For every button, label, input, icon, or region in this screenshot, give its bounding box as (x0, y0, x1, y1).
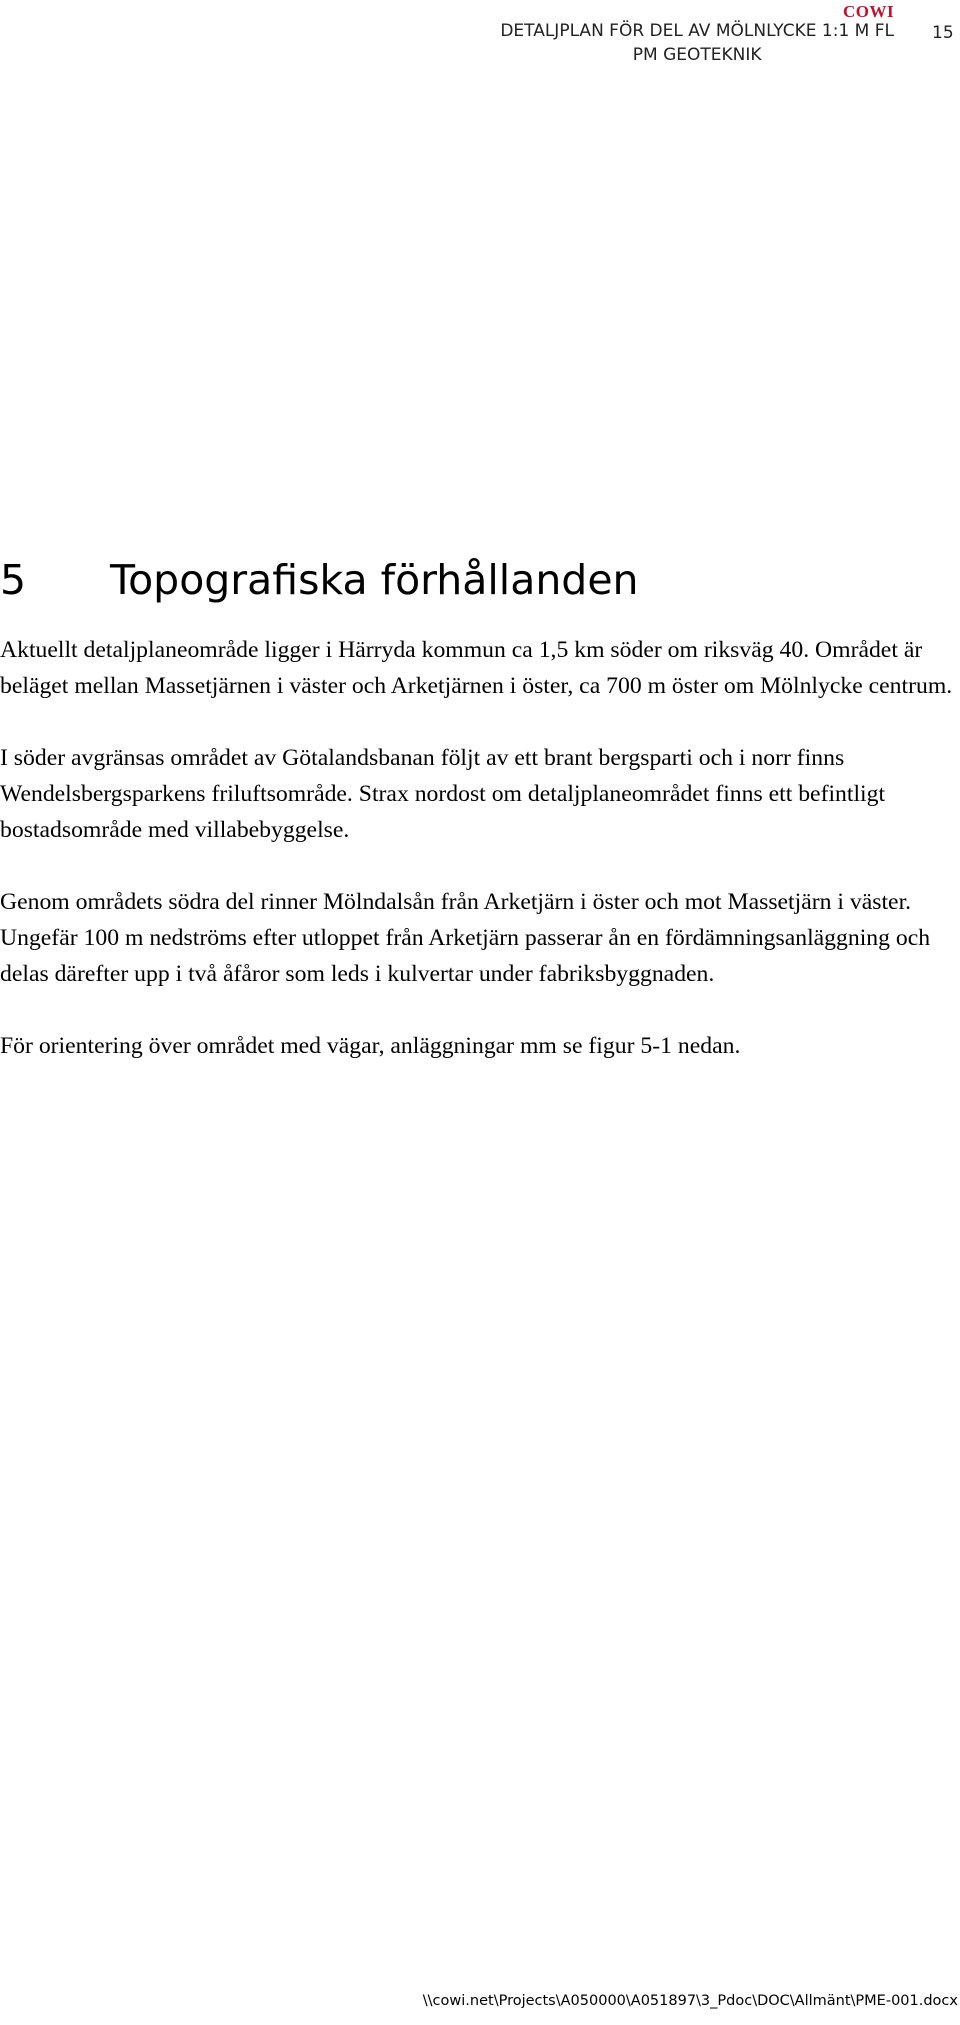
cowi-logo: COWI (843, 2, 895, 21)
paragraph-1: Aktuellt detaljplaneområde ligger i Härryda kommun ca 1,5 km söder om riksväg 40. Området är beläget mellan Massetjärnen i väster och Arketjärnen i öster, ca 700 m öster om Mölnlycke centrum. (0, 637, 953, 699)
document-title-line-1: DETALJPLAN FÖR DEL AV MÖLNLYCKE 1:1 M FL (500, 21, 894, 41)
document-title (500, 19, 894, 67)
paragraph-4: För orientering över området med vägar, anläggningar mm se figur 5-1 nedan. (0, 1033, 741, 1059)
file-path-footer: \\cowi.net\Projects\A050000\A051897\3_Pdoc\DOC\Allmänt\PME-001.docx (422, 1993, 958, 2009)
section-title: Topografiska förhållanden (110, 556, 639, 604)
page-header (0, 0, 960, 80)
section-number: 5 (0, 556, 27, 604)
document-title-line-2: PM GEOTEKNIK (632, 45, 762, 65)
section-heading (0, 552, 958, 608)
section-content (0, 552, 958, 1100)
page-number: 15 (932, 23, 954, 43)
paragraph-3: Genom områdets södra del rinner Mölndalsån från Arketjärn i öster och mot Massetjärn i väster. Ungefär 100 m nedströms efter utloppet från Arketjärn passerar ån en fördämningsanläggning och delas därefter upp i två åfåror som leds i kulvertar under fabriksbyggnaden. (0, 889, 931, 987)
paragraph-2: I söder avgränsas området av Götalandsbanan följt av ett brant bergsparti och i norr finns Wendelsbergsparkens friluftsområde. Strax nordost om detaljplaneområdet finns ett befintligt bostadsområde med villabebyggelse. (0, 745, 886, 843)
